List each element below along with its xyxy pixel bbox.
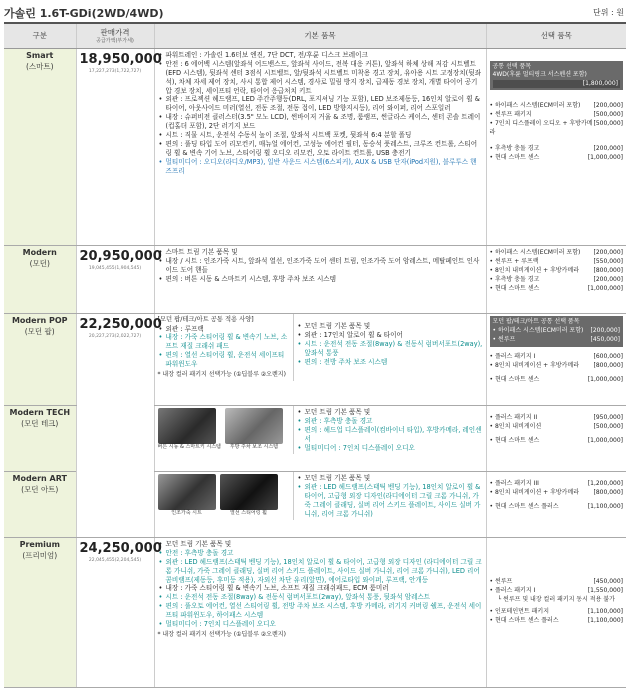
option-item — [493, 327, 621, 335]
price-sub-value: 19,045,455(1,904,545) — [88, 265, 142, 271]
option-price: [1,000,000] — [587, 153, 623, 161]
table-row — [4, 314, 626, 406]
features-premium — [154, 538, 486, 688]
table-row — [4, 246, 626, 314]
option-price: [200,000] — [593, 249, 623, 256]
feature-item: • 안전 : 후측방 충돌 경고 — [166, 549, 483, 558]
option-price: [1,000,000] — [587, 285, 623, 293]
option-price: [450,000] — [590, 336, 620, 344]
option-note: └ 썬루프 및 내장 컬러 패키지 동시 적용 불가 — [497, 596, 615, 604]
art-feature-box — [293, 472, 486, 520]
color-package-note: * 내장 컬러 패키지 선택가능 (①딥블루 ②오렌지) — [157, 370, 286, 378]
feature-item: • 편의 : 버튼 시동 & 스마트키 시스템, 후방 주차 보조 시스템 — [166, 275, 483, 284]
sheet-title: 가솔린 1.6T-GDi(2WD/4WD) — [4, 7, 164, 20]
price-value: 20,950,000 — [79, 249, 162, 264]
option-name: • 하이패스 시스템(ECM미러 포함) — [493, 327, 584, 335]
feature-item: • 편의 : 풀딩 타입 도어 리모컨키, 매뉴얼 에어컨, 고성능 에어컨 필터, 동승석 풋레스트, 크루즈 컨트롤, 스티어링 휠 & 변속 기어 노브, 스티어링 휠 오디오 리모컨, 오토 라이트 컨트롤, USB 충전기 — [166, 140, 483, 158]
option-price: [1,000,000] — [587, 376, 623, 384]
price-value: 24,250,000 — [79, 541, 162, 556]
option-price: [550,000] — [593, 258, 623, 266]
option-name: • 하이패스 시스템(ECM미러 포함) — [490, 102, 581, 110]
trim-name-ko: (모던 팝) — [24, 326, 55, 336]
trim-modern — [4, 246, 76, 314]
feature-item: • 시트 : 운전석 전동 조절(8way) & 전동식 럼버서포트(2way), 앞좌석 통풍 — [305, 340, 483, 358]
trim-smart — [4, 49, 76, 246]
image-panel-top — [155, 406, 293, 454]
trim-name: Modern TECH — [9, 408, 71, 417]
price-sub-value: 22,045,455(2,204,545) — [88, 557, 142, 563]
price-smart — [76, 49, 162, 246]
image-caption: 후방 주차 보조 시스템 — [229, 444, 279, 450]
option-price: [1,200,000] — [587, 480, 623, 487]
header-features: 기본 품목 — [154, 23, 486, 49]
feature-item: • 스마트 트림 기본 품목 및 — [166, 248, 483, 257]
option-price: [200,000] — [593, 102, 623, 110]
option-price: [1,100,000] — [587, 617, 623, 625]
feature-list — [158, 51, 483, 175]
options-pop — [486, 314, 626, 406]
option-item — [490, 437, 624, 445]
feature-list — [158, 325, 290, 369]
table-row — [4, 538, 626, 688]
smartkey-image — [158, 408, 221, 451]
feature-item: • 안전 : 6 에어백 시스템(앞좌석 어드밴스드, 앞좌석 사이드, 전복 대응 커튼), 앞좌석 하체 상해 저감 시트벨트(EFD 시스템), 뒷좌석 센터 3점식 시트벨트, 앞/뒷좌석 시트벨트 미착용 경고 장치, 유아용 시트 고정장치(뒷좌석), 차체 자세 제어 장치, 사시 통합 제어 시스템, 경사로 밀림 방지 장치, 급제동 경보 장치, 개별 타이어 공기압 경보 장치, 세이프티 언락, 타이어 응급처치 키트 — [166, 60, 483, 96]
trim-name-ko: (스마트) — [25, 61, 54, 71]
price-premium — [76, 538, 162, 688]
trim-name: Premium — [19, 540, 60, 549]
feature-item: • 멀티미디어 : 7인치 디스플레이 오디오 — [305, 444, 483, 453]
feature-item: • 멀티미디어 : 7인치 디스플레이 오디오 — [166, 620, 483, 629]
option-name: • 플러스 패키지 I — [490, 353, 536, 361]
price-pop-tech-art — [76, 314, 162, 538]
features-smart — [154, 49, 486, 246]
parking-sensor-image — [225, 408, 283, 451]
table-row — [4, 49, 626, 246]
feature-list — [297, 408, 483, 452]
option-name: • 8인치 내비게이션 — [490, 423, 542, 431]
feature-item: • 모던 트림 기본 품목 및 — [305, 408, 483, 417]
price-sub-value: 17,227,273(1,722,727) — [88, 68, 142, 74]
option-item — [490, 608, 624, 616]
option-item — [490, 102, 624, 110]
option-item — [490, 617, 624, 625]
feature-item: • 외관 : LED 헤드램프(스태틱 벤딩 기능), 18인치 알로이 휠 & 타이어, 고급형 외장 디자인 (라디에이터 그릴 크롬 가니쉬, 가죽 그레이 클래딩, 실버 리어 스키드 플레이트, 사이드 실버 가니쉬, 리어 크롬 가니쉬), LED 리어 콤비램프(제동등, 후미등 적용), 자외선 차단 유리(앞면), 에어로타입 와이퍼, 루프랙, 안개등 — [166, 558, 483, 585]
option-price: [600,000] — [593, 353, 623, 361]
option-name: • 7인치 디스플레이 오디오 + 후방카메라 — [490, 120, 594, 136]
trim-name-ko: (모던 테크) — [21, 418, 59, 428]
features-pop — [154, 314, 486, 406]
color-package-note: * 내장 컬러 패키지 선택가능 (①딥블루 ②오렌지) — [157, 630, 286, 638]
option-name: • 8인치 내비게이션 + 후방카메라 — [490, 489, 580, 497]
common-spec-box — [155, 314, 293, 381]
common-options-title: 공통 선택 품목 — [492, 63, 532, 70]
option-item — [490, 285, 624, 293]
option-name: • 8인치 내비게이션 + 후방카메라 — [490, 267, 580, 275]
option-name: • 현대 스마트 센스 — [490, 285, 540, 293]
feature-list — [158, 540, 483, 629]
price-sub-value: 20,227,273(2,022,727) — [88, 333, 142, 339]
price-table — [4, 22, 626, 688]
trim-pop — [4, 314, 76, 406]
option-price: [500,000] — [593, 111, 623, 119]
option-price: [1,550,000] — [587, 587, 623, 595]
common-spec-title: [모던 팝/테크/아트 공통 적용 사양] — [157, 316, 254, 323]
option-name: • 플러스 패키지 I — [490, 587, 536, 595]
feature-item: • 모던 트림 기본 품목 및 — [305, 322, 483, 331]
option-name: • 썬루프 — [493, 336, 516, 344]
option-item — [490, 276, 624, 284]
feature-list — [158, 248, 483, 284]
features-tech — [154, 406, 486, 472]
option-name: • 썬루프 — [490, 578, 513, 586]
image-caption: 버튼 시동 & 스마트키 시스템 — [157, 444, 221, 450]
trim-premium — [4, 538, 76, 688]
feature-item: • 내장 / 시트 : 인조가죽 시트, 앞좌석 열선, 인조가죽 도어 센터 트림, 인조가죽 도어 암레스트, 메탈페인트 인사이드 도어 핸들 — [166, 257, 483, 275]
trim-name: Modern POP — [11, 316, 68, 325]
option-item — [490, 423, 624, 431]
option-item — [490, 258, 624, 266]
common-options-box — [490, 61, 624, 90]
option-item — [490, 353, 624, 361]
option-price: [800,000] — [593, 362, 623, 370]
feature-list — [297, 322, 483, 366]
trim-name: Modern ART — [12, 474, 67, 483]
feature-item: • 편의 : 전방 주차 보조 시스템 — [305, 358, 483, 367]
feature-item: • 외관 : 17인치 알로이 휠 & 타이어 — [305, 331, 483, 340]
option-name: • 하이패스 시스템(ECM미러 포함) — [490, 249, 581, 257]
option-item — [490, 111, 624, 119]
option-name: • 현대 스마트 센스 플러스 — [490, 617, 559, 625]
option-price: [950,000] — [593, 414, 623, 421]
feature-item: • 편의 : 열선 스티어링 휠, 운전석 세이프티 파워윈도우 — [166, 351, 290, 369]
option-item — [490, 145, 624, 153]
option-name: • 썬루프 + 루프랙 — [490, 258, 539, 266]
image-caption: 인조가죽 시트 — [171, 510, 202, 516]
option-price: [1,000,000] — [587, 437, 623, 445]
features-art — [154, 472, 486, 538]
option-name: • 현대 스마트 센스 — [490, 437, 540, 445]
option-item — [490, 480, 624, 488]
option-price: [1,100,000] — [587, 608, 623, 616]
leather-seat-image — [158, 474, 216, 517]
feature-item: • 모던 트림 기본 품목 및 — [305, 474, 483, 483]
trim-art — [4, 472, 76, 538]
sheet-header — [4, 3, 626, 21]
option-price: [200,000] — [593, 276, 623, 284]
options-art — [486, 472, 626, 538]
feature-item: • 모던 트림 기본 품목 및 — [166, 540, 483, 549]
trim-tech — [4, 406, 76, 472]
feature-item: • 내장 : 가죽 스티어링 휠 & 변속기 노브, 소프트 재질 크래쉬 패드 — [166, 333, 290, 351]
options-tech — [486, 406, 626, 472]
option-name: • 썬루프 패키지 — [490, 111, 532, 119]
option-item — [490, 267, 624, 275]
option-item — [490, 120, 624, 136]
feature-list — [297, 474, 483, 518]
feature-item: • 편의 : 헤드업 디스플레이(컴바이너 타입), 후방카메라, 레인센서 — [305, 426, 483, 444]
option-name: • 후측방 충돌 경고 — [490, 276, 540, 284]
feature-item: • 편의 : 풀오토 에어컨, 열선 스티어링 휠, 전방 주차 보조 시스템, 후방 카메라, 러기지 커버링 쉘프, 운전석 세이프티 파워윈도우, 하이패스 시스템 — [166, 602, 483, 620]
option-price: [800,000] — [593, 267, 623, 275]
option-name: • 현대 스마트 센스 플러스 — [490, 503, 559, 511]
image-caption: 열선 스티어링 휠 — [230, 510, 267, 516]
option-name: • 현대 스마트 센스 — [490, 376, 540, 384]
header-price-sub: 공급가액(부가세) — [96, 37, 134, 44]
feature-item: • 시트 : 운전석 전동 조절(8way) & 전동식 럼버서포트(2way), 앞좌석 통풍, 뒷좌석 암레스트 — [166, 593, 483, 602]
trim-name-ko: (모던 아트) — [21, 484, 59, 494]
option-item — [490, 154, 624, 162]
option-name: • 인포테인먼트 패키지 — [490, 608, 550, 616]
option-name: • 8인치 내비게이션 + 후방카메라 — [490, 362, 580, 370]
option-price: [800,000] — [593, 489, 623, 497]
pop-common-options-box — [490, 316, 624, 347]
option-item — [490, 587, 624, 595]
options-smart — [486, 49, 626, 246]
header-price-label: 판매가격 — [100, 27, 130, 37]
option-price: [450,000] — [593, 578, 623, 585]
common-options-price: [1,800,000] — [493, 80, 621, 88]
heated-wheel-image — [220, 474, 278, 517]
unit-label: 단위 : 원 — [593, 8, 624, 17]
table-header-row — [4, 23, 626, 49]
feature-item: • 외관 : 프로젝션 헤드램프, LED 주간주행등(DRL, 포지셔닝 기능 포함), LED 보조제동등, 16인치 알로이 휠 & 타이어, 아웃사이드 미러(열선, 전동 조절, 전동 접이, LED 방향지시등), 리어 와이퍼, 리어 스포일러 — [166, 95, 483, 113]
options-premium — [486, 538, 626, 688]
feature-item: • 외관 : LED 헤드램프(스태틱 벤딩 기능), 18인치 알로이 휠 & 타이어, 고급형 외장 디자인(라디에이터 그릴 크롬 가니쉬, 가죽 그레이 클래딩, 실버 리어 스키드 플레이트, 사이드 실버 가니쉬, 리어 크롬 가니쉬) — [305, 483, 483, 519]
options-modern — [486, 246, 626, 314]
option-item — [490, 362, 624, 370]
option-item — [493, 336, 621, 344]
option-item — [490, 376, 624, 384]
price-value: 18,950,000 — [79, 52, 162, 67]
option-name: • 플러스 패키지 III — [490, 480, 539, 488]
trim-name: Modern — [22, 248, 57, 257]
feature-item: • 내장 : 슈퍼비전 클러스터(3.5" 모노 LCD), 썬바이저 거울 & 조명, 룸램프, 썬글라스 케이스, 센터 콘솔 트레이(컵홀더 포함), 2단 러기지 보드 — [166, 113, 483, 131]
feature-item: • 파워트레인 : 가솔린 1.6터보 엔진, 7단 DCT, 전/후륜 디스크 브레이크 — [166, 51, 483, 60]
option-price: [500,000] — [593, 423, 623, 431]
header-category: 구분 — [4, 23, 76, 49]
options-box-title: 모던 팝/테크/아트 공통 선택 품목 — [492, 318, 580, 325]
option-price: [200,000] — [593, 144, 623, 152]
option-item — [490, 578, 624, 586]
trim-name: Smart — [26, 51, 54, 60]
header-price — [76, 23, 154, 49]
option-name: • 후측방 충돌 경고 — [490, 145, 540, 153]
option-item — [490, 414, 624, 422]
feature-item: • 외관 : 루프랙 — [166, 325, 290, 334]
pop-feature-box — [293, 314, 486, 381]
option-price: [1,100,000] — [587, 503, 623, 511]
option-name: • 현대 스마트 센스 — [490, 154, 540, 162]
feature-item: • 시트 : 직물 시트, 운전석 수동식 높이 조절, 앞좌석 시트백 포켓, 뒷좌석 6:4 분할 폴딩 — [166, 131, 483, 140]
option-item — [490, 503, 624, 511]
tech-feature-box — [293, 406, 486, 454]
price-modern — [76, 246, 162, 314]
price-value: 22,250,000 — [79, 317, 162, 332]
header-options: 선택 품목 — [486, 23, 626, 49]
option-name: • 플러스 패키지 II — [490, 414, 538, 422]
feature-item: • 내장 : 가죽 스티어링 휠 & 변속기 노브, 소프트 재질 크래쉬패드, ECM 룸미러 — [166, 584, 483, 593]
option-item — [490, 596, 624, 604]
trim-name-ko: (모던) — [29, 258, 50, 268]
image-panel-bottom — [155, 472, 293, 520]
feature-item: • 외관 : 후측방 충돌 경고 — [305, 417, 483, 426]
feature-item: • 멀티미디어 : 오디오(라디오/MP3), 일반 사운드 시스템(6스피커), AUX & USB 단자(iPod지원), 블루투스 핸즈프리 — [166, 158, 483, 176]
option-price: [500,000] — [593, 120, 623, 128]
option-item — [490, 249, 624, 257]
option-price: [200,000] — [590, 327, 620, 335]
common-options-item: 4WD(후륜 멀티링크 서스펜션 포함) — [492, 71, 587, 79]
option-item — [490, 489, 624, 497]
trim-name-ko: (프리미엄) — [22, 550, 58, 560]
features-modern — [154, 246, 486, 314]
